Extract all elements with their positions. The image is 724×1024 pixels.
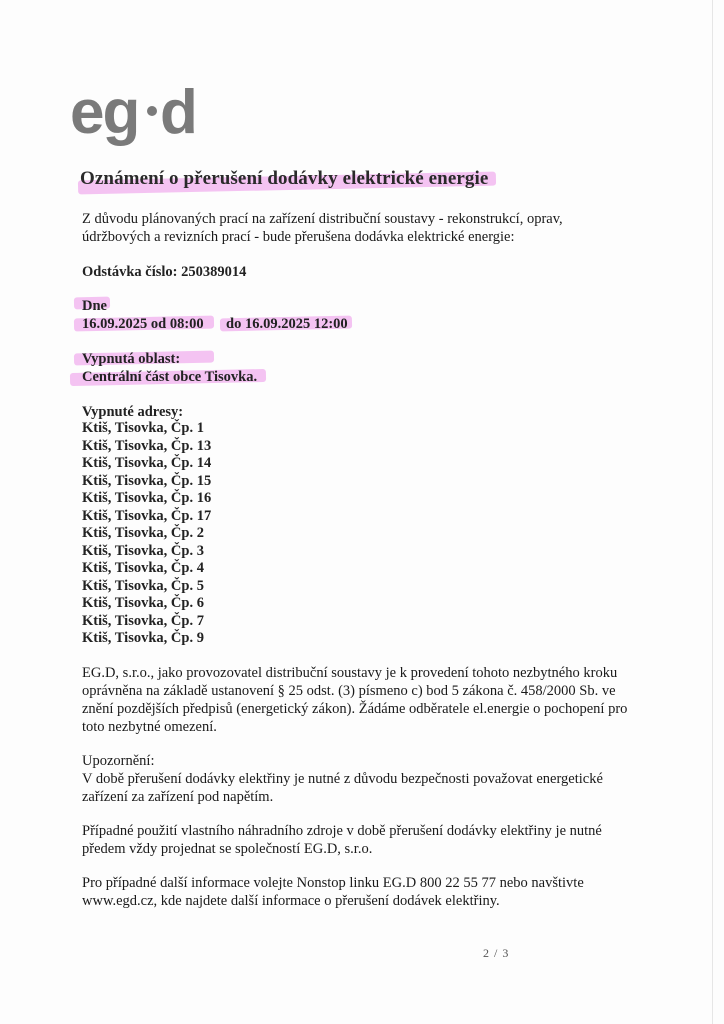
legal-line-2: oprávněna na základě ustanovení § 25 odst. (3) písmeno c) bod 5 zákona č. 458/2000 Sb. ve [82, 683, 616, 699]
svg-text:d: d [160, 78, 198, 147]
page-number: 2 / 3 [483, 946, 510, 960]
svg-text:eg: eg [70, 78, 139, 147]
date-to: do 16.09.2025 12:00 [226, 316, 348, 332]
generator-line-2: předem vždy projednat se společností EG.D, s.r.o. [82, 841, 373, 857]
warning-line-1: V době přerušení dodávky elektřiny je nutné z důvodu bezpečnosti považovat energetické [82, 771, 603, 787]
generator-line-1: Případné použití vlastního náhradního zdroje v době přerušení dodávky elektřiny je nutné [82, 823, 602, 839]
address-item: Ktiš, Tisovka, Čp. 14 [82, 455, 212, 471]
legal-line-3: znění pozdějších předpisů (energetický zákon). Žádáme odběratele el.energie o pochopení pro [82, 701, 628, 717]
outage-number: Odstávka číslo: 250389014 [82, 264, 247, 280]
address-item: Ktiš, Tisovka, Čp. 2 [82, 525, 204, 541]
addresses-label: Vypnuté adresy: [82, 404, 184, 420]
intro-line-2: údržbových a revizních prací - bude přerušena dodávka elektrické energie: [82, 229, 515, 245]
egd-logo [70, 78, 210, 148]
address-item: Ktiš, Tisovka, Čp. 3 [82, 542, 204, 559]
date-label: Dne [82, 298, 107, 314]
intro-line-1: Z důvodu plánovaných prací na zařízení distribuční soustavy - rekonstrukcí, oprav, [82, 211, 563, 227]
legal-line-1: EG.D, s.r.o., jako provozovatel distribuční soustavy je k provedení tohoto nezbytného kroku [82, 665, 618, 681]
address-item: Ktiš, Tisovka, Čp. 9 [82, 630, 204, 646]
address-item: Ktiš, Tisovka, Čp. 7 [82, 612, 204, 629]
warning-label: Upozornění: [82, 753, 155, 769]
address-item: Ktiš, Tisovka, Čp. 16 [82, 490, 212, 506]
area-label: Vypnutá oblast: [82, 351, 181, 367]
scan-edge-line [712, 0, 713, 1024]
legal-line-4: toto nezbytné omezení. [82, 719, 217, 735]
address-list [82, 420, 211, 648]
address-item: Ktiš, Tisovka, Čp. 6 [82, 595, 204, 611]
warning-line-2: zařízení za zařízení pod napětím. [82, 789, 274, 805]
info-line-2: www.egd.cz, kde najdete další informace o přerušení dodávek elektřiny. [82, 893, 500, 909]
date-from: 16.09.2025 od 08:00 [82, 316, 204, 332]
document-title: Oznámení o přerušení dodávky elektrické energie [80, 168, 489, 189]
address-item: Ktiš, Tisovka, Čp. 5 [82, 577, 204, 594]
address-item: Ktiš, Tisovka, Čp. 15 [82, 472, 212, 489]
address-item: Ktiš, Tisovka, Čp. 1 [82, 420, 204, 436]
info-line-1: Pro případné další informace volejte Nonstop linku EG.D 800 22 55 77 nebo navštivte [82, 875, 584, 891]
address-item: Ktiš, Tisovka, Čp. 17 [82, 507, 212, 524]
address-item: Ktiš, Tisovka, Čp. 4 [82, 560, 204, 576]
area-value: Centrální část obce Tisovka. [82, 369, 258, 385]
address-item: Ktiš, Tisovka, Čp. 13 [82, 437, 212, 454]
